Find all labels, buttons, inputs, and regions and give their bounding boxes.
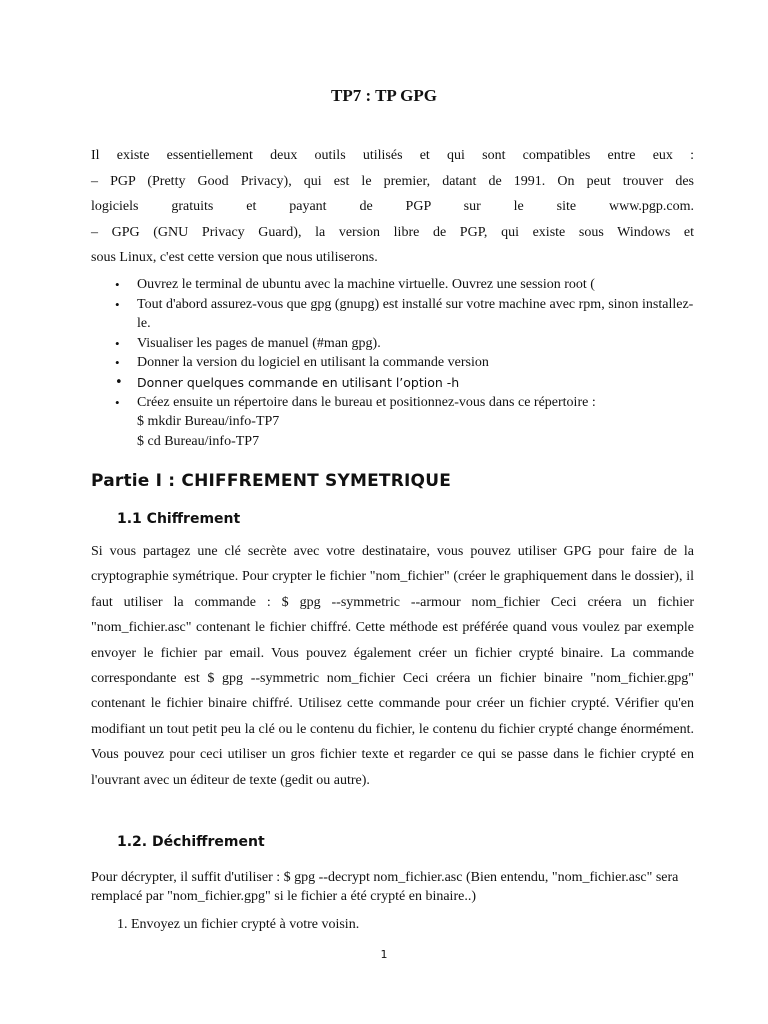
command-line: $ cd Bureau/info-TP7 <box>137 433 260 449</box>
bullet-text: Ouvrez le terminal de ubuntu avec la machine virtuelle. Ouvrez une session root ( <box>137 277 595 292</box>
bullet-item <box>91 353 694 373</box>
intro-line: Il existe essentiellement deux outils utilisés et qui sont compatibles entre eux : <box>91 148 694 163</box>
intro-paragraph <box>91 143 694 271</box>
part-heading: Partie I : CHIFFREMENT SYMETRIQUE <box>91 471 452 491</box>
bullet-icon: • <box>115 277 120 292</box>
bullet-item <box>91 295 694 334</box>
intro-line: – PGP (Pretty Good Privacy), qui est le premier, datant de 1991. On peut trouver des <box>91 173 694 189</box>
document-title: TP7 : TP GPG <box>331 86 437 105</box>
section-paragraph: Si vous partagez une clé secrète avec votre destinataire, vous pouvez utiliser GPG pour faire de la cryptographie symétrique. Pour crypter le fichier "nom_fichier" (créer le graphiquement dans le dossier), il faut utiliser la commande : $ gpg --symmetric --armour nom_fichier Ceci créera un fichier "nom_fichier.asc" contenant le fichier chiffré. Cette méthode est préférée quand vous voulez par exemple envoyer le fichier par email. Vous pouvez également créer un fichier crypté binaire. La commande correspondante est $ gpg --symmetric nom_fichier Ceci créera un fichier binaire "nom_fichier.gpg" contenant le fichier binaire chiffré. Utilisez cette commande pour créer un fichier crypté. Vérifier qu'en modifiant un tout petit peu la clé ou le contenu du fichier, le contenu du fichier crypté change énormément. Vous pouvez pour ceci utiliser un gros fichier texte et regarder ce qui se passe dans le fichier crypté en l'ouvrant avec un éditeur de texte (gedit ou autre). <box>91 544 694 788</box>
bullet-text: Visualiser les pages de manuel (#man gpg). <box>137 335 381 351</box>
section-paragraph: Pour décrypter, il suffit d'utiliser : $ gpg --decrypt nom_fichier.asc (Bien entendu, "nom_fichier.asc" sera remplacé par "nom_fichier.gpg" si le fichier a été crypté en binaire..) <box>91 870 679 904</box>
bullet-item <box>91 275 694 295</box>
bullet-text: Donner la version du logiciel en utilisant la commande version <box>137 355 489 371</box>
bullet-text: Créez ensuite un répertoire dans le bureau et positionnez-vous dans ce répertoire : <box>137 394 596 410</box>
bullet-icon: • <box>115 335 120 351</box>
bullet-list <box>91 275 694 451</box>
section-heading: 1.1 Chiffrement <box>117 511 241 527</box>
bullet-text: Tout d'abord assurez-vous que gpg (gnupg) est installé sur votre machine avec rpm, sinon installez-le. <box>137 296 694 332</box>
page-number: 1 <box>380 948 388 961</box>
numbered-item: 1. Envoyez un fichier crypté à votre voisin. <box>117 917 360 932</box>
command-line: $ mkdir Bureau/info-TP7 <box>137 414 280 430</box>
intro-line: – GPG (GNU Privacy Guard), la version libre de PGP, qui existe sous Windows et <box>91 224 694 240</box>
bullet-icon: • <box>115 374 123 390</box>
section-heading: 1.2. Déchiffrement <box>117 834 265 850</box>
bullet-icon: • <box>115 296 120 312</box>
bullet-item <box>91 334 694 354</box>
intro-line: logiciels gratuits et payant de PGP sur le site www.pgp.com. <box>91 199 694 214</box>
bullet-icon: • <box>115 394 120 410</box>
intro-line: sous Linux, c'est cette version que nous utiliserons. <box>91 250 378 265</box>
bullet-item <box>91 373 694 393</box>
bullet-text: Donner quelques commande en utilisant l’option -h <box>137 374 460 390</box>
bullet-item <box>91 393 694 452</box>
bullet-icon: • <box>115 355 120 371</box>
